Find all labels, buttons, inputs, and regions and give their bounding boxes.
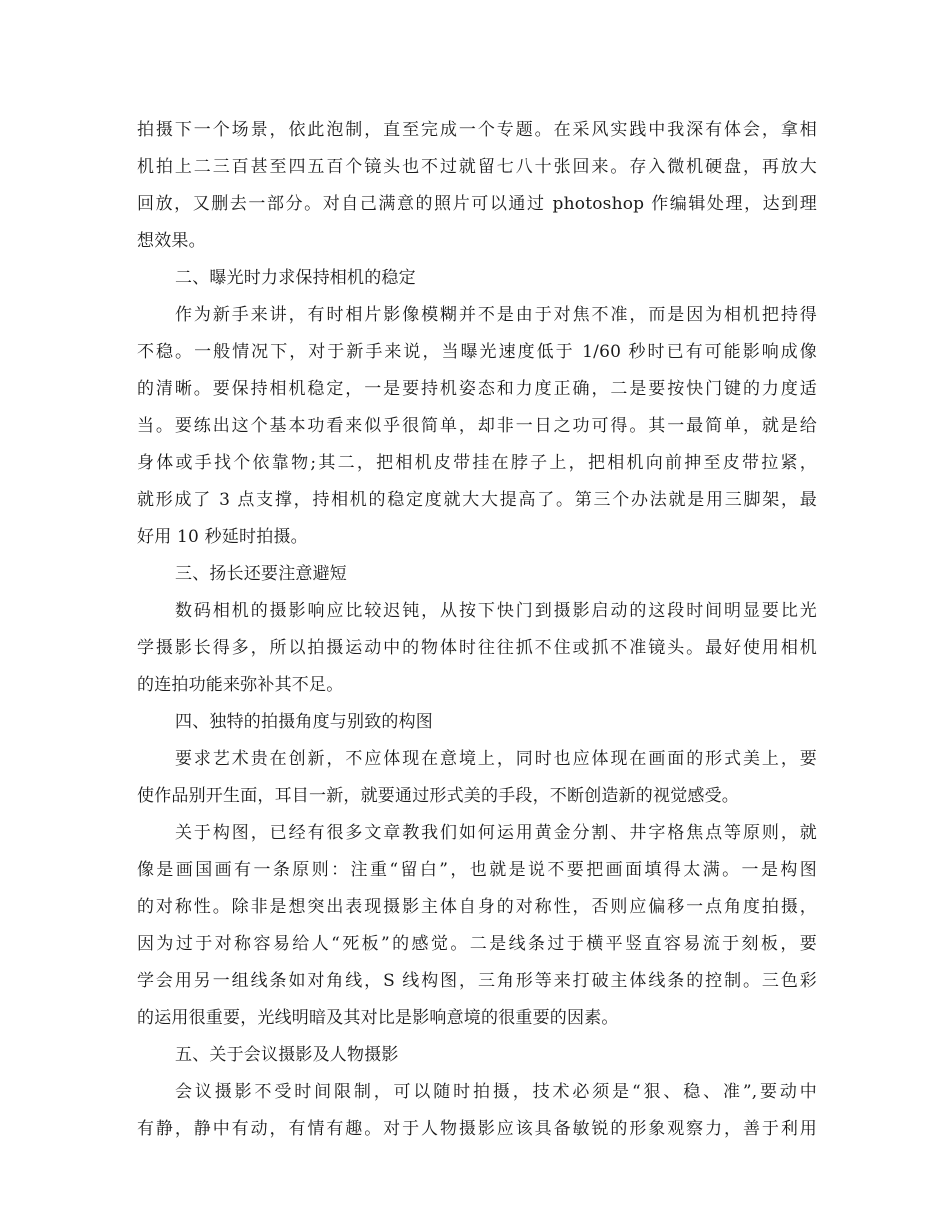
paragraph-line: 不稳。一般情况下，对于新手来说，当曝光速度低于 1/60 秒时已有可能影响成像 (137, 342, 817, 362)
paragraph-line: 学会用另一组线条如对角线，S 线构图，三角形等来打破主体线条的控制。三色彩 (137, 971, 817, 991)
paragraph-line: 拍摄下一个场景，依此泡制，直至完成一个专题。在采风实践中我深有体会，拿相 (137, 120, 817, 140)
paragraph-line: 回放，又删去一部分。对自己满意的照片可以通过 photoshop 作编辑处理，达到理 (137, 194, 817, 214)
paragraph-line: 像是画国画有一条原则：注重“留白”，也就是说不要把画面填得太满。一是构图 (137, 860, 817, 880)
paragraph-line: 机拍上二三百甚至四五百个镜头也不过就留七八十张回来。存入微机硬盘，再放大 (137, 157, 817, 177)
section-heading: 二、曝光时力求保持相机的稳定 (175, 268, 416, 288)
paragraph-line: 关于构图，已经有很多文章教我们如何运用黄金分割、井字格焦点等原则，就 (175, 823, 817, 843)
section-heading: 四、独特的拍摄角度与别致的构图 (175, 712, 433, 732)
paragraph-line: 就形成了 3 点支撑，持相机的稳定度就大大提高了。第三个办法就是用三脚架，最 (137, 490, 817, 510)
paragraph-line: 的对称性。除非是想突出表现摄影主体自身的对称性，否则应偏移一点角度拍摄， (137, 897, 817, 917)
section-heading: 三、扬长还要注意避短 (175, 564, 347, 584)
paragraph-line: 有静，静中有动，有情有趣。对于人物摄影应该具备敏锐的形象观察力，善于利用 (137, 1119, 817, 1139)
section-heading: 五、关于会议摄影及人物摄影 (175, 1045, 399, 1065)
paragraph-line: 的连拍功能来弥补其不足。 (137, 675, 344, 695)
paragraph-line: 的运用很重要，光线明暗及其对比是影响意境的很重要的因素。 (137, 1008, 619, 1028)
paragraph-line: 会议摄影不受时间限制，可以随时拍摄，技术必须是“狠、稳、准”,要动中 (175, 1082, 817, 1102)
paragraph-line: 当。要练出这个基本功看来似乎很简单，却非一日之功可得。其一最简单，就是给 (137, 416, 817, 436)
document-body (137, 112, 817, 1148)
paragraph-line: 数码相机的摄影响应比较迟钝，从按下快门到摄影启动的这段时间明显要比光 (175, 601, 817, 621)
paragraph-line: 想效果。 (137, 231, 206, 251)
paragraph-line: 作为新手来讲，有时相片影像模糊并不是由于对焦不准，而是因为相机把持得 (175, 305, 817, 325)
paragraph-line: 身体或手找个依靠物;其二，把相机皮带挂在脖子上，把相机向前抻至皮带拉紧， (137, 453, 817, 473)
paragraph-line: 好用 10 秒延时拍摄。 (137, 527, 308, 547)
paragraph-line: 学摄影长得多，所以拍摄运动中的物体时往往抓不住或抓不准镜头。最好使用相机 (137, 638, 817, 658)
paragraph-line: 要求艺术贵在创新，不应体现在意境上，同时也应体现在画面的形式美上，要 (175, 749, 817, 769)
paragraph-line: 使作品别开生面，耳目一新，就要通过形式美的手段，不断创造新的视觉感受。 (137, 786, 739, 806)
paragraph-line: 的清晰。要保持相机稳定，一是要持机姿态和力度正确，二是要按快门键的力度适 (137, 379, 817, 399)
paragraph-line: 因为过于对称容易给人“死板”的感觉。二是线条过于横平竖直容易流于刻板，要 (137, 934, 817, 954)
